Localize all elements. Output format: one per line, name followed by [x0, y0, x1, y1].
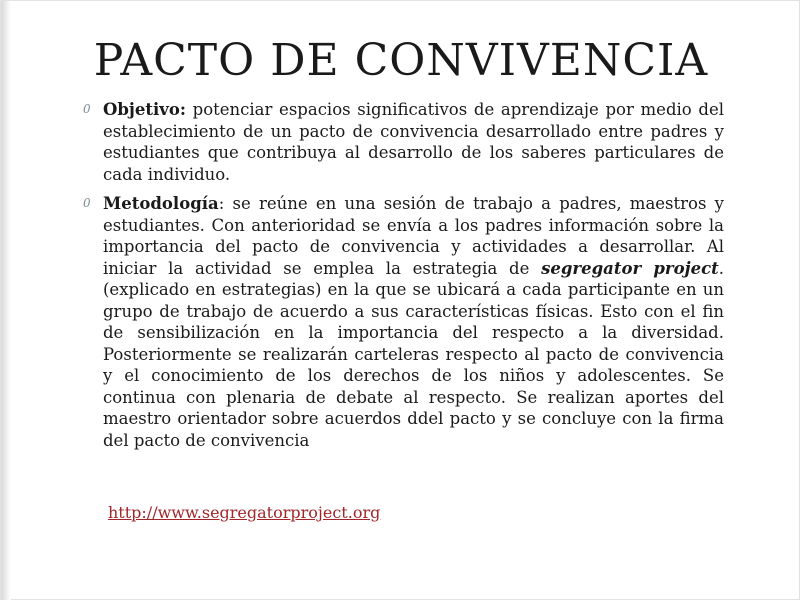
bullet-objetivo	[79, 99, 724, 185]
metodologia-label: Metodología	[103, 194, 219, 213]
bullet-marker-icon: 0	[83, 196, 91, 210]
slide-title: PACTO DE CONVIVENCIA	[93, 35, 709, 86]
segregator-project-link[interactable]: http://www.segregatorproject.org	[108, 503, 381, 522]
bullet-metodologia	[79, 193, 724, 451]
bullet-marker-icon: 0	[83, 102, 91, 116]
metodologia-text-part1: : se reúne en una sesión de trabajo a padres, maestros y estudiantes. Con anterioridad se envía a los padres información sobre la importancia del pacto de convivencia y actividades a desarrollar. Al iniciar la actividad se emplea la estrategia de	[103, 194, 724, 278]
objetivo-label: Objetivo:	[103, 100, 186, 119]
metodologia-emphasis: segregator project	[541, 258, 719, 278]
metodologia-text-part2: . (explicado en estrategias) en la que se ubicará a cada participante en un grupo de trabajo de acuerdo a sus características físicas. Esto con el fin de sensibilización en la importancia del respecto a la diversidad. Posteriormente se realizarán carteleras respecto al pacto de convivencia y el conocimiento de los derechos de los niños y adolescentes. Se continua con plenaria de debate al respecto. Se realizan aportes del maestro orientador sobre acuerdos ddel pacto y se concluye con la firma del pacto de convivencia	[103, 258, 724, 450]
slide-content	[79, 99, 724, 459]
objetivo-text: potenciar espacios significativos de aprendizaje por medio del establecimiento de un pacto de convivencia desarrollado entre padres y estudiantes que contribuya al desarrollo de los saberes particulares de cada individuo.	[103, 100, 724, 184]
